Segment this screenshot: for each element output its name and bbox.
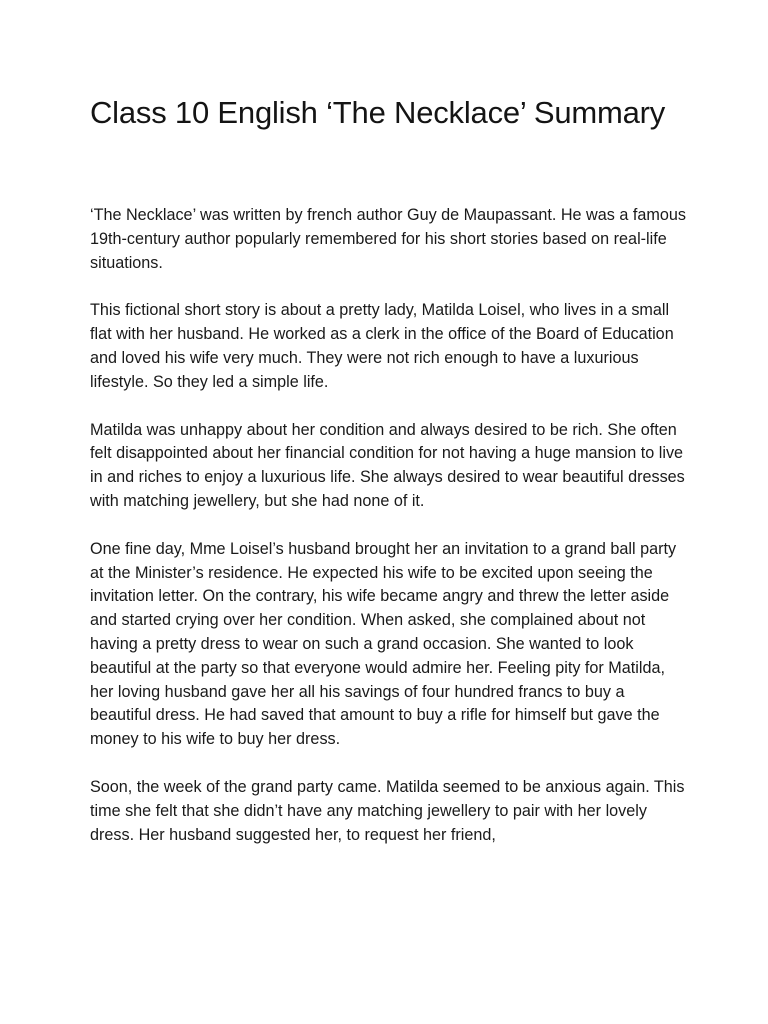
paragraph-party-week: Soon, the week of the grand party came. Matilda seemed to be anxious again. This time she felt that she didn’t have any matching jewellery to pair with her lovely dress. Her husband suggested her, to request her friend,: [90, 777, 685, 844]
paragraph-matilda-desires: Matilda was unhappy about her condition and always desired to be rich. She often felt disappointed about her financial condition for not having a huge mansion to live in and riches to enjoy a luxurious life. She always desired to wear beautiful dresses with matching jewellery, but she had none of it.: [90, 420, 685, 510]
paragraph-author-intro: ‘The Necklace’ was written by french author Guy de Maupassant. He was a famous 19th-century author popularly remembered for his short stories based on real-life situations.: [90, 206, 686, 272]
page-title: Class 10 English ‘The Necklace’ Summary: [90, 95, 666, 130]
document-body: [90, 204, 690, 871]
paragraph-invitation: One fine day, Mme Loisel’s husband brought her an invitation to a grand ball party at the Minister’s residence. He expected his wife to be excited upon seeing the invitation letter. On the contrary, his wife became angry and threw the letter aside and started crying over her condition. When asked, she complained about not having a pretty dress to wear on such a grand occasion. She wanted to look beautiful at the party so that everyone would admire her. Feeling pity for Matilda, her loving husband gave her all his savings of four hundred francs to buy a beautiful dress. He had saved that amount to buy a rifle for himself but gave the money to his wife to buy her dress.: [90, 539, 677, 749]
paragraph-story-setting: This fictional short story is about a pretty lady, Matilda Loisel, who lives in a small flat with her husband. He worked as a clerk in the office of the Board of Education and loved his wife very much. They were not rich enough to have a luxurious lifestyle. So they led a simple life.: [90, 301, 674, 391]
